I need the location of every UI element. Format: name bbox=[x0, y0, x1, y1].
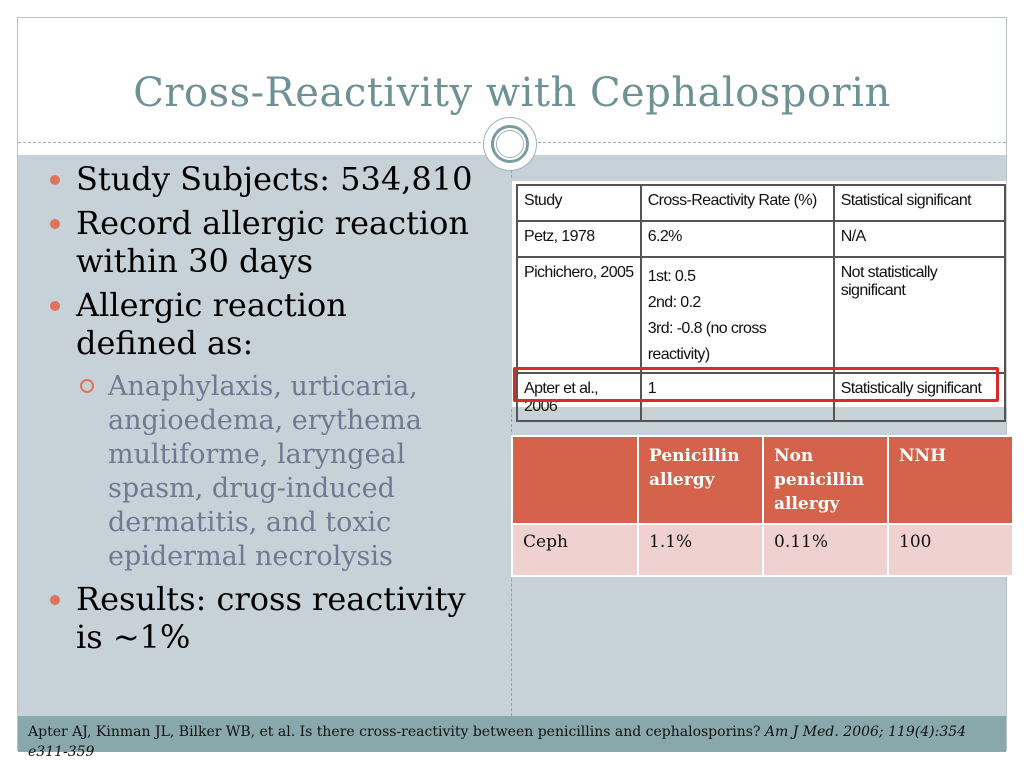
bullet-results bbox=[44, 580, 474, 656]
study-table-image bbox=[511, 180, 1007, 415]
bullet-text: Allergic reaction defined as: bbox=[76, 286, 347, 362]
cell-rate: 6.2% bbox=[641, 221, 834, 257]
citation-text: Apter AJ, Kinman JL, Bilker WB, et al. Is there cross-reactivity between penicillins and cephalosporins? bbox=[28, 724, 761, 740]
cell-significance: Not statistically significant bbox=[834, 257, 1005, 373]
header-non-penicillin-allergy: Non penicillin allergy bbox=[763, 436, 888, 524]
ring-bullet-icon bbox=[80, 379, 94, 393]
circle-ornament-icon bbox=[483, 117, 537, 171]
bullet-study-subjects bbox=[44, 160, 474, 198]
table-row bbox=[512, 524, 1013, 576]
table-header-row bbox=[517, 185, 1005, 221]
cell-drug: Ceph bbox=[512, 524, 638, 576]
bullet-reaction-defined bbox=[44, 286, 474, 574]
bullet-text: Record allergic reaction within 30 days bbox=[76, 204, 469, 280]
citation-journal: Am J Med. 2006; 119(4):354 e311-359 bbox=[28, 724, 967, 760]
nnh-table bbox=[511, 435, 1014, 577]
bullet-record-reaction bbox=[44, 204, 474, 280]
header-nnh: NNH bbox=[888, 436, 1013, 524]
header-penicillin-allergy: Penicillin allergy bbox=[638, 436, 763, 524]
sub-bullet-reaction-types bbox=[76, 370, 474, 574]
cell-study: Pichichero, 2005 bbox=[517, 257, 641, 373]
table-row bbox=[517, 257, 1005, 373]
rate-line: 2nd: 0.2 bbox=[647, 294, 701, 311]
citation bbox=[28, 722, 968, 762]
cell-penicillin-allergy: 1.1% bbox=[638, 524, 763, 576]
cell-study: Apter et al., 2006 bbox=[517, 373, 641, 421]
bullet-list bbox=[44, 160, 474, 662]
bullet-dot-icon bbox=[50, 175, 60, 185]
rate-line: 1st: 0.5 bbox=[647, 268, 696, 285]
cell-non-penicillin-allergy: 0.11% bbox=[763, 524, 888, 576]
bullet-text: Results: cross reactivity is ~1% bbox=[76, 580, 466, 656]
header-significance: Statistical significant bbox=[834, 185, 1005, 221]
table-header-row bbox=[512, 436, 1013, 524]
header-rate: Cross-Reactivity Rate (%) bbox=[641, 185, 834, 221]
rate-line: 3rd: -0.8 (no cross reactivity) bbox=[647, 320, 767, 363]
cell-significance: N/A bbox=[834, 221, 1005, 257]
table-row bbox=[517, 221, 1005, 257]
sub-bullet-list bbox=[76, 370, 474, 574]
header-study: Study bbox=[517, 185, 641, 221]
bullet-dot-icon bbox=[50, 301, 60, 311]
bullet-text: Study Subjects: 534,810 bbox=[76, 160, 473, 198]
bullet-dot-icon bbox=[50, 219, 60, 229]
slide-title: Cross-Reactivity with Cephalosporin bbox=[133, 70, 891, 116]
cell-rate bbox=[641, 257, 834, 373]
sub-bullet-text: Anaphylaxis, urticaria, angioedema, erythema multiforme, laryngeal spasm, drug-induced dermatitis, and toxic epidermal necrolysis bbox=[108, 371, 422, 572]
header-empty bbox=[512, 436, 638, 524]
highlight-box bbox=[513, 367, 999, 402]
bullet-dot-icon bbox=[50, 595, 60, 605]
cell-nnh: 100 bbox=[888, 524, 1013, 576]
cell-rate: 1 bbox=[641, 373, 834, 421]
cell-study: Petz, 1978 bbox=[517, 221, 641, 257]
cell-significance: Statistically significant bbox=[834, 373, 1005, 421]
